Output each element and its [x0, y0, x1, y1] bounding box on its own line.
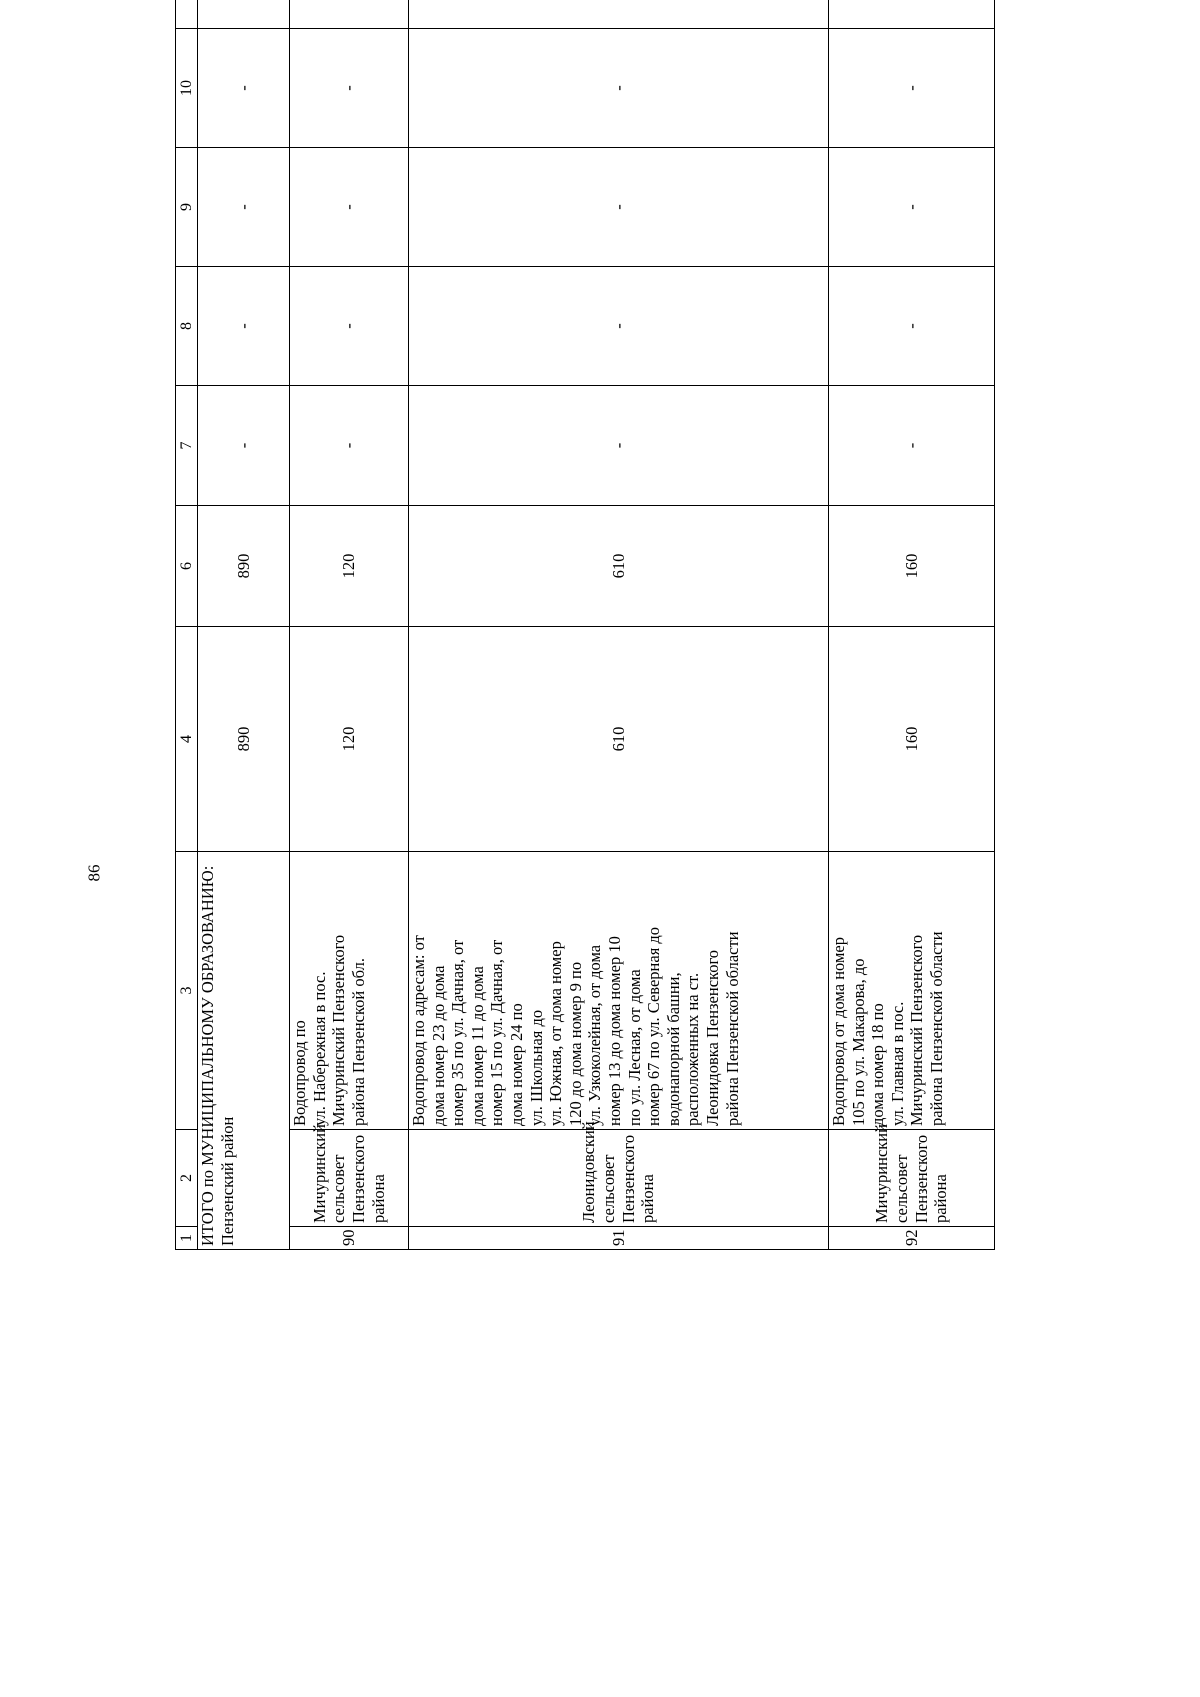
col-number-7: 7	[176, 386, 198, 506]
value-col4: 120	[290, 627, 409, 852]
total-col11	[198, 0, 290, 29]
value-col6: 160	[829, 506, 995, 627]
col-number-11	[176, 0, 198, 29]
table-row	[829, 0, 995, 1250]
column-number-row	[176, 0, 198, 1250]
value-col8: -	[409, 267, 829, 386]
value-col4: 610	[409, 627, 829, 852]
total-col9: -	[198, 148, 290, 267]
col-number-6: 6	[176, 506, 198, 627]
total-col10: -	[198, 29, 290, 148]
object-cell: Водопровод от дома номер 105 по ул. Макарова, до дома номер 18 по ул. Главная в пос. Мичуринский Пензенского района Пензенской области	[829, 852, 995, 1130]
row-number: 92	[829, 1227, 995, 1250]
value-col9: -	[290, 148, 409, 267]
object-cell: Водопровод по адресам: от дома номер 23 до дома номер 35 по ул. Дачная, от дома номер 11 до дома номер 15 по ул. Дачная, от дома номер 24 по ул. Школьная до ул. Южная, от дома номер 120 до дома номер 9 по ул. Узкоколейная, от дома номер 13 до дома номер 10 по ул. Лесная, от дома номер 67 по ул. Северная до водонапорной башни, расположенных на ст. Леонидовка Пензенского района Пензенской области	[409, 852, 829, 1130]
value-col11	[409, 0, 829, 29]
value-col10: -	[290, 29, 409, 148]
table-row	[290, 0, 409, 1250]
value-col6: 120	[290, 506, 409, 627]
value-col11	[829, 0, 995, 29]
value-col8: -	[290, 267, 409, 386]
value-col7: -	[290, 386, 409, 506]
value-col9: -	[829, 148, 995, 267]
total-col6: 890	[198, 506, 290, 627]
total-col8: -	[198, 267, 290, 386]
value-col11	[290, 0, 409, 29]
value-col4: 160	[829, 627, 995, 852]
value-col7: -	[829, 386, 995, 506]
col-number-9: 9	[176, 148, 198, 267]
municipality-cell: Леонидовский сельсовет Пензенского района	[409, 1130, 829, 1227]
value-col10: -	[409, 29, 829, 148]
data-table	[175, 0, 995, 1250]
object-cell: Водопровод по ул. Набережная в пос. Мичуринский Пензенского района Пензенской обл.	[290, 852, 409, 1130]
col-number-2: 2	[176, 1130, 198, 1227]
total-col4: 890	[198, 627, 290, 852]
row-number: 90	[290, 1227, 409, 1250]
investment-table	[175, 40, 995, 1250]
total-col7: -	[198, 386, 290, 506]
municipality-cell: Мичуринский сельсовет Пензенского района	[829, 1130, 995, 1227]
total-label: ИТОГО по МУНИЦИПАЛЬНОМУ ОБРАЗОВАНИЮ: Пензенский район	[198, 852, 290, 1250]
col-number-4: 4	[176, 627, 198, 852]
total-row	[198, 0, 290, 1250]
col-number-1: 1	[176, 1227, 198, 1250]
value-col7: -	[409, 386, 829, 506]
value-col10: -	[829, 29, 995, 148]
value-col6: 610	[409, 506, 829, 627]
value-col8: -	[829, 267, 995, 386]
col-number-8: 8	[176, 267, 198, 386]
municipality-cell: Мичуринский сельсовет Пензенского района	[290, 1130, 409, 1227]
page-number: 86	[84, 864, 103, 882]
col-number-3: 3	[176, 852, 198, 1130]
value-col9: -	[409, 148, 829, 267]
col-number-10: 10	[176, 29, 198, 148]
row-number: 91	[409, 1227, 829, 1250]
table-row	[409, 0, 829, 1250]
